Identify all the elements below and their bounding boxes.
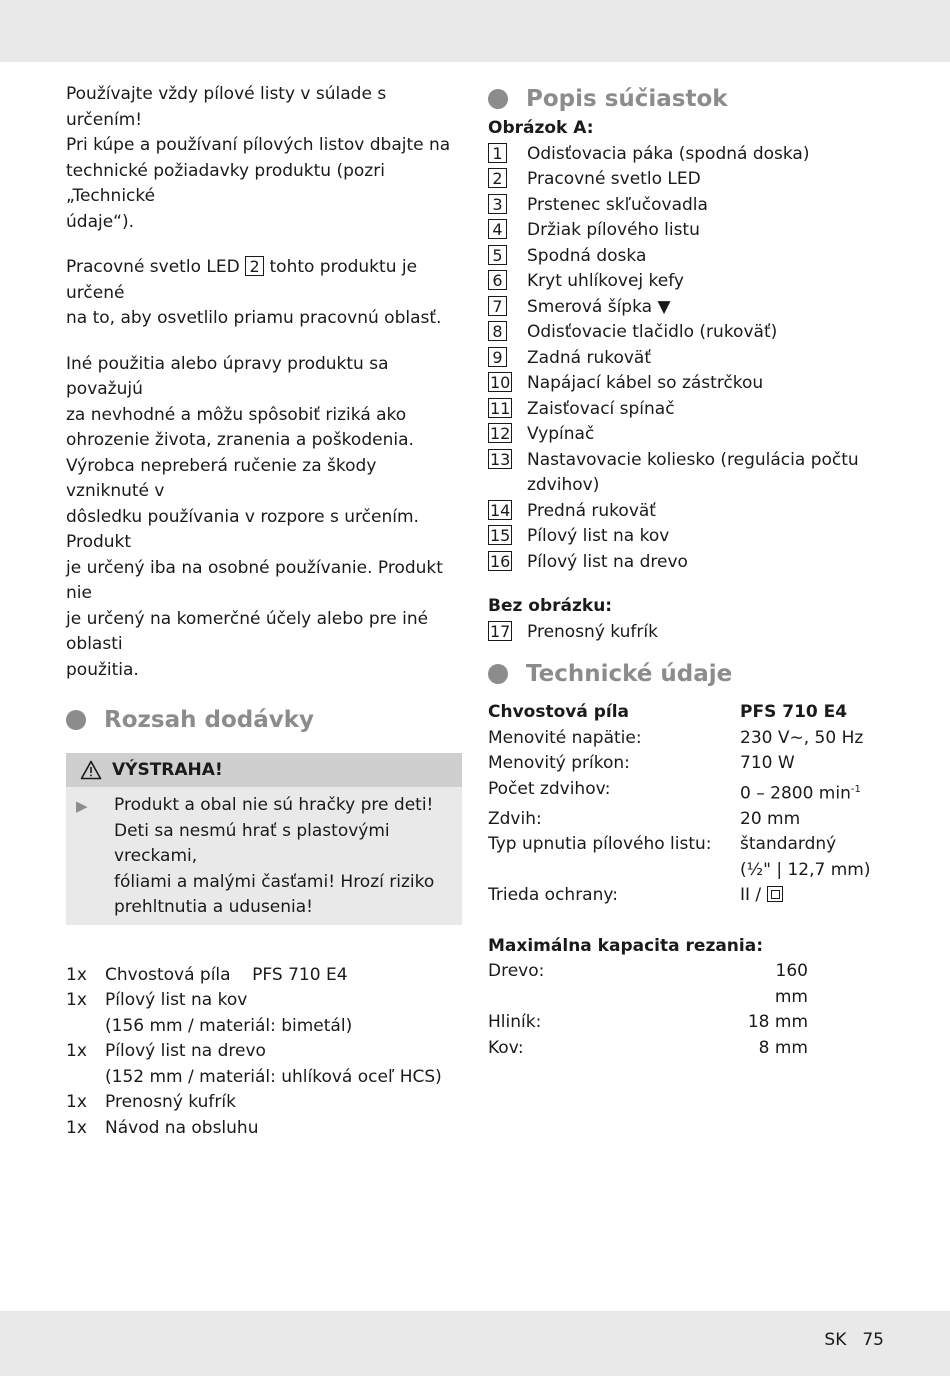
warning-title: VÝSTRAHA! bbox=[112, 760, 223, 780]
no-figure-parts-list bbox=[488, 620, 888, 646]
delivery-list bbox=[66, 963, 462, 1142]
warning-line: Produkt a obal nie sú hračky pre deti! bbox=[114, 795, 434, 815]
text-line: údaje“). bbox=[66, 211, 135, 232]
part-number-box: 16 bbox=[490, 551, 511, 571]
misuse-paragraph bbox=[66, 352, 462, 684]
capacity-table bbox=[488, 959, 888, 1061]
text-line: je určený na komerčné účely alebo pre iné oblasti bbox=[66, 608, 429, 654]
spec-header-row: Chvostová píla PFS 710 E4 bbox=[488, 702, 848, 722]
part-item bbox=[488, 346, 888, 372]
text-line: technické požiadavky produktu (pozri „Technické bbox=[66, 160, 385, 206]
part-label: Pracovné svetlo LED bbox=[527, 169, 701, 189]
part-item bbox=[488, 218, 888, 244]
text-line: Výrobca nepreberá ručenie za škody vzniknuté v bbox=[66, 455, 377, 501]
part-item bbox=[488, 142, 888, 168]
part-label: Napájací kábel so zástrčkou bbox=[527, 373, 764, 393]
double-insulation-icon bbox=[767, 886, 783, 902]
spec-row: Menovitý príkon: 710 W bbox=[488, 753, 795, 773]
language-code: SK bbox=[824, 1330, 847, 1350]
warning-line: prehltnutia a udusenia! bbox=[114, 897, 313, 917]
part-item bbox=[488, 269, 888, 295]
part-number-box: 14 bbox=[490, 500, 511, 520]
spec-row: Typ upnutia pílového listu: štandardný (½" | 12,7 mm) bbox=[488, 834, 871, 880]
part-item bbox=[488, 550, 888, 576]
part-ref-box: 2 bbox=[245, 256, 264, 276]
capacity-label: Maximálna kapacita rezania: bbox=[488, 935, 764, 956]
list-item: 1x Chvostová píla PFS 710 E4 bbox=[66, 964, 348, 985]
arrow-right-icon: ▶ bbox=[76, 797, 88, 815]
header-bar bbox=[0, 0, 950, 62]
part-number-box: 17 bbox=[490, 621, 511, 641]
page-number: 75 bbox=[862, 1330, 884, 1350]
page-footer bbox=[808, 1330, 884, 1350]
led-paragraph bbox=[66, 255, 462, 332]
part-label: Prstenec skľučovadla bbox=[527, 194, 708, 215]
text-line: Používajte vždy pílové listy v súlade s určením! bbox=[66, 84, 387, 130]
list-item: 1x Pílový list na kov (156 mm / materiál: bimetál) bbox=[66, 990, 353, 1036]
part-number-box: 11 bbox=[490, 398, 511, 418]
part-item bbox=[488, 193, 888, 219]
spec-row: Kov: 8 mm bbox=[488, 1037, 808, 1058]
part-label: Kryt uhlíkovej kefy bbox=[527, 271, 684, 291]
spec-table bbox=[488, 700, 888, 909]
part-item bbox=[488, 448, 888, 499]
part-item bbox=[488, 397, 888, 423]
left-column bbox=[66, 82, 462, 1141]
part-label: Pílový list na kov bbox=[527, 526, 670, 546]
part-item bbox=[488, 499, 888, 525]
spec-row: Zdvih: 20 mm bbox=[488, 808, 801, 829]
part-number-box: 13 bbox=[490, 449, 511, 469]
part-label: Spodná doska bbox=[527, 245, 647, 266]
part-number-box: 2 bbox=[488, 168, 507, 188]
part-item bbox=[488, 371, 888, 397]
part-label: Zadná rukoväť bbox=[527, 347, 651, 368]
part-label: Pílový list na drevo bbox=[527, 551, 688, 572]
part-item bbox=[488, 620, 888, 646]
part-label: Držiak pílového listu bbox=[527, 220, 700, 240]
bullet-icon bbox=[488, 89, 508, 109]
list-item: 1x Pílový list na drevo (152 mm / materiál: uhlíková oceľ HCS) bbox=[66, 1041, 442, 1087]
part-item bbox=[488, 422, 888, 448]
part-number-box: 3 bbox=[488, 194, 507, 214]
warning-line: Deti sa nesmú hrať s plastovými vreckami, bbox=[114, 820, 390, 866]
part-number-box: 4 bbox=[488, 219, 507, 239]
text-line: na to, aby osvetlilo priamu pracovnú oblasť. bbox=[66, 308, 442, 328]
list-item: 1x Prenosný kufrík bbox=[66, 1092, 236, 1112]
part-number-box: 9 bbox=[488, 347, 507, 367]
part-item bbox=[488, 320, 888, 346]
spec-row: Počet zdvihov: 0 – 2800 $\min^{-1}$ bbox=[488, 778, 861, 804]
part-label: Vypínač bbox=[527, 424, 595, 444]
part-number-box: 12 bbox=[490, 424, 511, 443]
part-number-box: 7 bbox=[488, 296, 507, 316]
part-label: Predná rukoväť bbox=[527, 500, 656, 521]
part-label: Odisťovacie tlačidlo (rukoväť) bbox=[527, 322, 778, 342]
part-item bbox=[488, 244, 888, 270]
text-line: za nevhodné a môžu spôsobiť riziká ako bbox=[66, 404, 407, 425]
part-item bbox=[488, 295, 888, 321]
part-number-box: 1 bbox=[488, 143, 507, 163]
bullet-icon bbox=[488, 664, 508, 684]
warning-box bbox=[66, 753, 462, 925]
list-item: 1x Návod na obsluhu bbox=[66, 1117, 259, 1138]
part-label: Smerová šípka ▼ bbox=[527, 296, 671, 317]
no-figure-label: Bez obrázku: bbox=[488, 596, 613, 616]
part-number-box: 5 bbox=[488, 245, 507, 265]
part-number-box: 10 bbox=[490, 373, 511, 392]
spec-row: Menovité napätie: 230 V∼, 50 Hz bbox=[488, 727, 864, 748]
spec-row: Trieda ochrany: II / bbox=[488, 883, 888, 909]
parts-heading: Popis súčiastok bbox=[488, 82, 888, 116]
scope-heading: Rozsah dodávky bbox=[66, 703, 462, 737]
parts-list bbox=[488, 142, 888, 576]
part-label: Zaisťovací spínač bbox=[527, 398, 675, 419]
text-line: ohrozenie života, zranenia a poškodenia. bbox=[66, 430, 414, 450]
spec-row: Hliník: 18 mm bbox=[488, 1012, 808, 1033]
part-label: Prenosný kufrík bbox=[527, 621, 658, 642]
part-item bbox=[488, 167, 888, 193]
warning-body bbox=[66, 787, 462, 925]
part-label: Nastavovacie koliesko (regulácia počtu zdvihov) bbox=[527, 449, 859, 495]
warning-triangle-icon bbox=[80, 760, 102, 780]
figure-label: Obrázok A: bbox=[488, 118, 594, 138]
intended-use-paragraph bbox=[66, 82, 462, 235]
part-item bbox=[488, 524, 888, 550]
bullet-icon bbox=[66, 710, 86, 730]
spec-row: Drevo: 160 mm bbox=[488, 961, 808, 1007]
part-number-box: 8 bbox=[488, 321, 507, 341]
text-line: Pri kúpe a používaní pílových listov dbajte na bbox=[66, 135, 451, 155]
text-line: dôsledku používania v rozpore s určením. Produkt bbox=[66, 506, 419, 552]
right-column bbox=[488, 82, 888, 1061]
warning-line: fóliami a malými časťami! Hrozí riziko bbox=[114, 871, 435, 892]
text-line: Iné použitia alebo úpravy produktu sa považujú bbox=[66, 353, 389, 399]
text-line: je určený iba na osobné používanie. Produkt nie bbox=[66, 557, 443, 603]
part-number-box: 15 bbox=[490, 526, 511, 545]
warning-header bbox=[66, 753, 462, 787]
tech-heading: Technické údaje bbox=[488, 657, 888, 691]
part-number-box: 6 bbox=[488, 270, 507, 290]
text-line: Pracovné svetlo LED 2 tohto produktu je určené bbox=[66, 257, 418, 303]
part-label: Odisťovacia páka (spodná doska) bbox=[527, 143, 810, 164]
text-line: použitia. bbox=[66, 659, 139, 680]
